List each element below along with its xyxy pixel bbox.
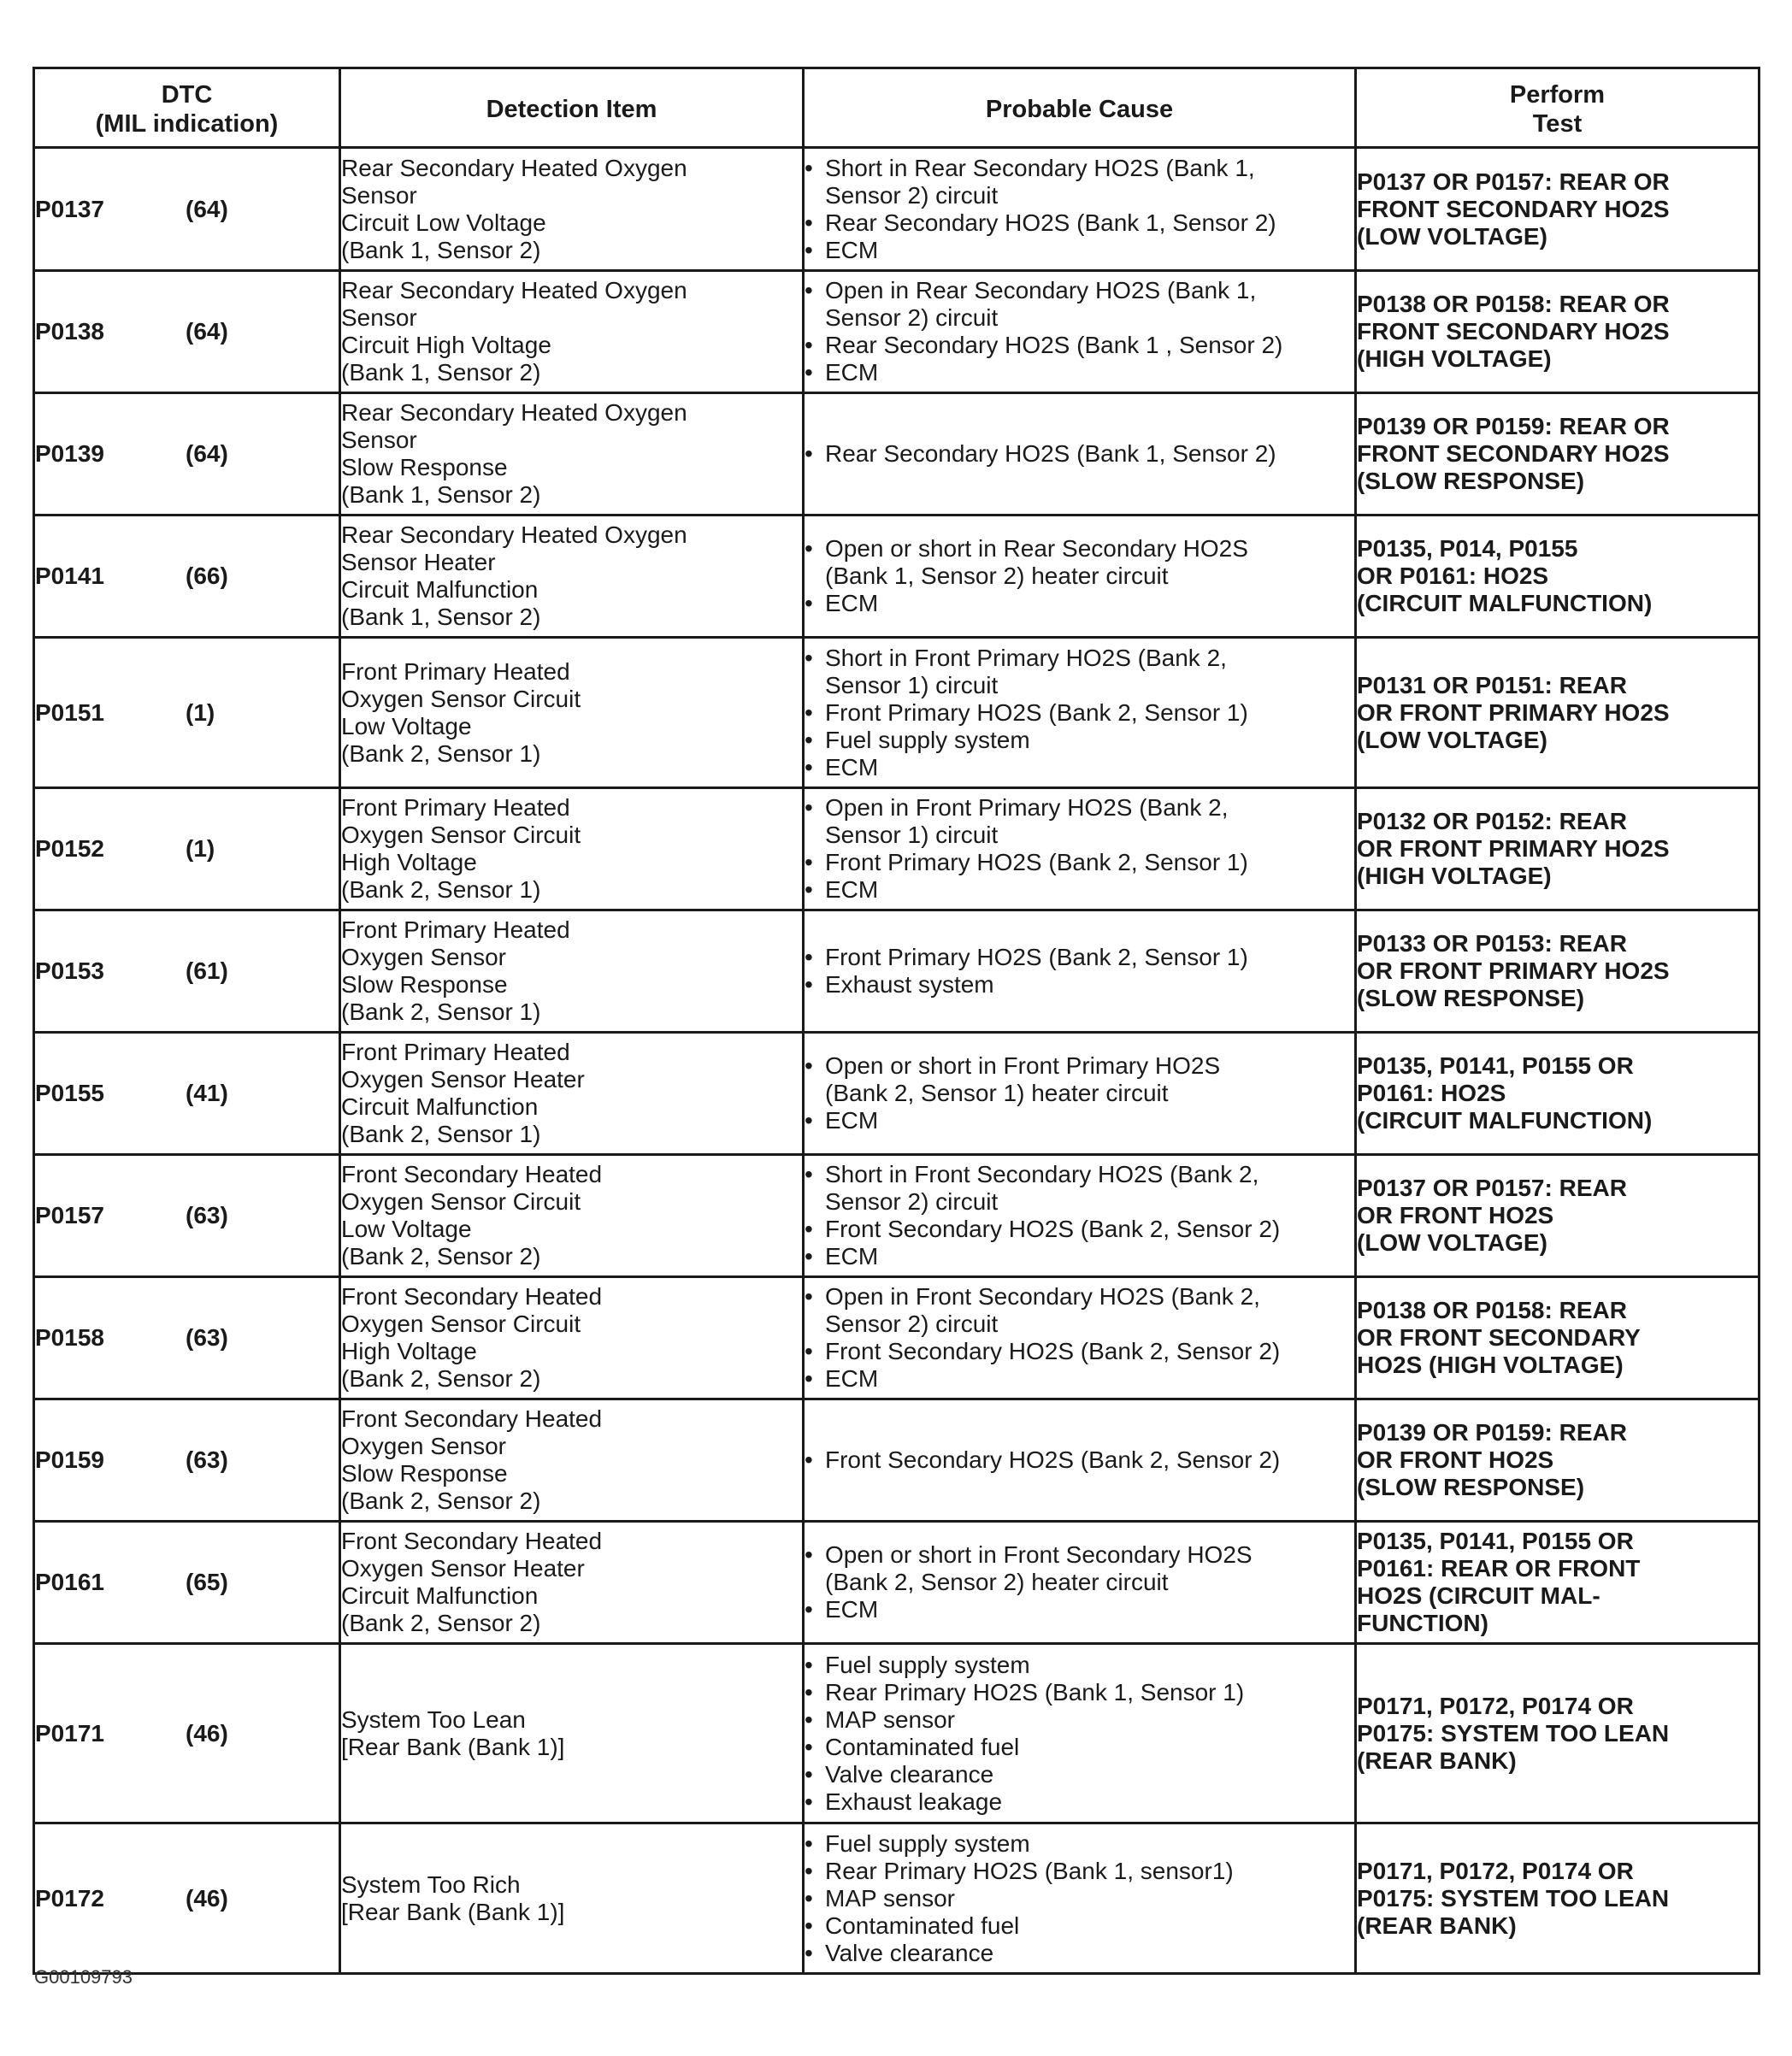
probable-cause-text: • Open or short in Front Secondary HO2S <box>825 1541 1253 1568</box>
dtc-code: P0153 <box>35 957 104 984</box>
detection-item-line: Front Secondary Heated <box>341 1405 603 1432</box>
perform-test-line: OR P0161: HO2S <box>1357 563 1549 589</box>
probable-cause-text: • Open or short in Front Primary HO2S <box>825 1052 1221 1079</box>
detection-item-line: Oxygen Sensor Circuit <box>341 822 581 848</box>
perform-test-cell <box>1356 638 1760 788</box>
table-row <box>34 788 1760 910</box>
detection-item-cell <box>340 910 804 1033</box>
mil-indication: (1) <box>186 835 215 862</box>
detection-item-line: Rear Secondary Heated Oxygen <box>341 399 687 426</box>
probable-cause-text: • Rear Primary HO2S (Bank 1, sensor1) <box>825 1857 1234 1884</box>
table-row <box>34 1644 1760 1823</box>
detection-item-cell <box>340 1522 804 1644</box>
detection-item-line: Rear Secondary Heated Oxygen <box>341 521 687 548</box>
dtc-code: P0137 <box>35 195 104 222</box>
probable-cause-item <box>805 1912 1354 1940</box>
detection-item-line: (Bank 2, Sensor 1) <box>341 876 541 903</box>
probable-cause-item <box>805 794 1354 849</box>
probable-cause-text: • ECM <box>825 590 879 616</box>
table-row <box>34 638 1760 788</box>
probable-cause-item <box>805 1788 1354 1816</box>
detection-item-cell <box>340 515 804 638</box>
detection-item-line: Slow Response <box>341 454 508 480</box>
perform-test-line: P0161: HO2S <box>1357 1080 1506 1106</box>
table-row <box>34 1522 1760 1644</box>
detection-item-line: (Bank 2, Sensor 2) <box>341 1488 541 1514</box>
dtc-cell <box>34 515 340 638</box>
probable-cause-text: Sensor 2) circuit <box>825 1188 999 1215</box>
detection-item-line: Oxygen Sensor <box>341 944 506 970</box>
table-row <box>34 1033 1760 1155</box>
detection-item-line: System Too Rich <box>341 1870 521 1898</box>
mil-indication: (41) <box>186 1080 228 1106</box>
probable-cause-item <box>805 1858 1354 1885</box>
probable-cause-text: • ECM <box>825 876 879 903</box>
perform-test-cell <box>1356 1644 1760 1823</box>
perform-test-line: (REAR BANK) <box>1357 1912 1517 1939</box>
dtc-cell <box>34 393 340 515</box>
probable-cause-item <box>805 155 1354 209</box>
probable-cause-text: • Open or short in Rear Secondary HO2S <box>825 535 1248 562</box>
detection-item-line: Sensor Heater <box>341 549 496 575</box>
probable-cause-cell <box>804 1277 1356 1399</box>
table-row <box>34 271 1760 393</box>
detection-item-cell <box>340 788 804 910</box>
probable-cause-item <box>805 1679 1354 1706</box>
perform-test-line: P0175: SYSTEM TOO LEAN <box>1357 1884 1670 1912</box>
perform-test-cell <box>1356 393 1760 515</box>
detection-item-line: (Bank 1, Sensor 2) <box>341 481 541 508</box>
probable-cause-text: • ECM <box>825 753 879 781</box>
detection-item-line: Slow Response <box>341 1460 508 1487</box>
dtc-cell <box>34 1033 340 1155</box>
probable-cause-text: • Short in Rear Secondary HO2S (Bank 1, <box>825 154 1255 181</box>
mil-indication: (65) <box>186 1569 228 1595</box>
probable-cause-text: • Rear Secondary HO2S (Bank 1, Sensor 2) <box>825 209 1276 236</box>
probable-cause-text: • Front Secondary HO2S (Bank 2, Sensor 2) <box>825 1446 1281 1473</box>
dtc-cell <box>34 788 340 910</box>
probable-cause-item <box>805 1706 1354 1734</box>
dtc-cell <box>34 1155 340 1277</box>
probable-cause-item <box>805 849 1354 876</box>
perform-test-line: (CIRCUIT MALFUNCTION) <box>1357 1107 1653 1134</box>
probable-cause-item <box>805 1365 1354 1393</box>
detection-item-line: (Bank 2, Sensor 1) <box>341 739 541 767</box>
dtc-table <box>32 67 1760 1975</box>
perform-test-cell <box>1356 788 1760 910</box>
detection-item-line: Oxygen Sensor Circuit <box>341 1188 581 1215</box>
detection-item-cell <box>340 1644 804 1823</box>
perform-test-line: P0138 OR P0158: REAR OR <box>1357 291 1670 317</box>
probable-cause-item <box>805 1652 1354 1679</box>
detection-item-line: Front Primary Heated <box>341 916 570 943</box>
perform-test-line: P0135, P0141, P0155 OR <box>1357 1052 1634 1079</box>
probable-cause-text: • MAP sensor <box>825 1884 955 1912</box>
detection-item-line: Front Primary Heated <box>341 1039 570 1065</box>
perform-test-line: OR FRONT SECONDARY <box>1357 1324 1641 1351</box>
probable-cause-item <box>805 332 1354 359</box>
perform-test-line: FRONT SECONDARY HO2S <box>1357 195 1670 222</box>
probable-cause-text: • Contaminated fuel <box>825 1733 1020 1760</box>
perform-test-cell <box>1356 1155 1760 1277</box>
perform-test-cell <box>1356 148 1760 271</box>
perform-test-line: (HIGH VOLTAGE) <box>1357 863 1552 889</box>
probable-cause-item <box>805 1338 1354 1365</box>
table-row <box>34 393 1760 515</box>
probable-cause-item <box>805 1243 1354 1270</box>
dtc-code: P0172 <box>35 1884 104 1912</box>
probable-cause-text: • Open in Rear Secondary HO2S (Bank 1, <box>825 277 1257 303</box>
perform-test-cell <box>1356 1277 1760 1399</box>
mil-indication: (63) <box>186 1202 228 1228</box>
mil-indication: (64) <box>186 440 228 467</box>
perform-test-line: OR FRONT PRIMARY HO2S <box>1357 835 1670 862</box>
probable-cause-text: • Short in Front Secondary HO2S (Bank 2, <box>825 1161 1259 1187</box>
detection-item-line: (Bank 1, Sensor 2) <box>341 359 541 386</box>
dtc-cell <box>34 910 340 1033</box>
probable-cause-text: • ECM <box>825 1107 879 1134</box>
dtc-cell <box>34 1823 340 1974</box>
detection-item-line: Sensor <box>341 427 417 453</box>
dtc-code: P0161 <box>35 1569 104 1595</box>
probable-cause-text: Sensor 2) circuit <box>825 181 999 209</box>
perform-test-line: FUNCTION) <box>1357 1610 1488 1636</box>
header-probable-cause: Probable Cause <box>804 68 1356 148</box>
probable-cause-item <box>805 1161 1354 1216</box>
perform-test-line: (CIRCUIT MALFUNCTION) <box>1357 590 1653 616</box>
perform-test-line: (REAR BANK) <box>1357 1747 1517 1774</box>
header-dtc-line2: (MIL indication) <box>95 110 279 138</box>
probable-cause-cell <box>804 393 1356 515</box>
detection-item-line: Front Secondary Heated <box>341 1528 603 1554</box>
detection-item-line: (Bank 2, Sensor 2) <box>341 1365 541 1392</box>
header-dtc <box>34 68 340 148</box>
probable-cause-item <box>805 971 1354 999</box>
probable-cause-item <box>805 876 1354 904</box>
probable-cause-text: • Short in Front Primary HO2S (Bank 2, <box>825 644 1227 671</box>
dtc-table-body <box>34 148 1760 1974</box>
detection-item-cell <box>340 1033 804 1155</box>
detection-item-line: Oxygen Sensor Circuit <box>341 685 581 712</box>
probable-cause-cell <box>804 1155 1356 1277</box>
probable-cause-item <box>805 535 1354 590</box>
detection-item-line: Circuit Low Voltage <box>341 209 546 236</box>
table-row <box>34 148 1760 271</box>
probable-cause-item <box>805 1052 1354 1107</box>
detection-item-line: Front Secondary Heated <box>341 1161 603 1187</box>
probable-cause-text: • ECM <box>825 359 879 386</box>
probable-cause-item <box>805 1283 1354 1338</box>
probable-cause-cell <box>804 1644 1356 1823</box>
detection-item-line: Circuit Malfunction <box>341 1582 539 1609</box>
probable-cause-text: • ECM <box>825 236 879 263</box>
perform-test-line: P0135, P0141, P0155 OR <box>1357 1528 1634 1554</box>
perform-test-line: P0132 OR P0152: REAR <box>1357 808 1627 834</box>
perform-test-line: (LOW VOLTAGE) <box>1357 726 1547 753</box>
detection-item-line: Oxygen Sensor Circuit <box>341 1311 581 1337</box>
probable-cause-text: Sensor 2) circuit <box>825 1311 999 1337</box>
perform-test-line: P0137 OR P0157: REAR <box>1357 1175 1627 1201</box>
detection-item-cell <box>340 271 804 393</box>
detection-item-cell <box>340 393 804 515</box>
probable-cause-text: • Front Primary HO2S (Bank 2, Sensor 1) <box>825 698 1248 726</box>
detection-item-line: (Bank 2, Sensor 1) <box>341 1121 541 1147</box>
probable-cause-text: • Valve clearance <box>825 1939 994 1966</box>
probable-cause-text: • Rear Primary HO2S (Bank 1, Sensor 1) <box>825 1678 1245 1705</box>
perform-test-line: P0161: REAR OR FRONT <box>1357 1555 1641 1582</box>
table-row <box>34 1823 1760 1974</box>
dtc-code: P0138 <box>35 318 104 345</box>
probable-cause-item <box>805 1885 1354 1912</box>
probable-cause-text: • Open in Front Secondary HO2S (Bank 2, <box>825 1283 1260 1310</box>
perform-test-line: HO2S (HIGH VOLTAGE) <box>1357 1352 1624 1378</box>
dtc-code: P0139 <box>35 440 104 467</box>
probable-cause-cell <box>804 271 1356 393</box>
perform-test-line: OR FRONT PRIMARY HO2S <box>1357 698 1670 726</box>
probable-cause-cell <box>804 1033 1356 1155</box>
detection-item-cell <box>340 1155 804 1277</box>
perform-test-line: P0133 OR P0153: REAR <box>1357 930 1627 957</box>
header-perform-line1: Perform <box>1509 81 1606 109</box>
probable-cause-item <box>805 1734 1354 1761</box>
table-row <box>34 910 1760 1033</box>
dtc-cell <box>34 1277 340 1399</box>
detection-item-line: Oxygen Sensor <box>341 1433 506 1459</box>
mil-indication: (61) <box>186 957 228 984</box>
probable-cause-item <box>805 1830 1354 1858</box>
mil-indication: (46) <box>186 1884 228 1912</box>
perform-test-line: P0131 OR P0151: REAR <box>1357 671 1627 698</box>
detection-item-line: Sensor <box>341 181 417 209</box>
mil-indication: (63) <box>186 1324 228 1351</box>
perform-test-cell <box>1356 271 1760 393</box>
probable-cause-item <box>805 754 1354 781</box>
probable-cause-item <box>805 1761 1354 1788</box>
perform-test-line: FRONT SECONDARY HO2S <box>1357 440 1670 467</box>
perform-test-line: HO2S (CIRCUIT MAL- <box>1357 1582 1600 1609</box>
detection-item-line: (Bank 2, Sensor 2) <box>341 1610 541 1636</box>
probable-cause-text: Sensor 1) circuit <box>825 822 999 848</box>
perform-test-line: FRONT SECONDARY HO2S <box>1357 318 1670 345</box>
detection-item-line: High Voltage <box>341 1338 477 1364</box>
perform-test-line: P0137 OR P0157: REAR OR <box>1357 168 1670 195</box>
perform-test-cell <box>1356 1399 1760 1522</box>
perform-test-line: (SLOW RESPONSE) <box>1357 985 1585 1011</box>
perform-test-line: (SLOW RESPONSE) <box>1357 1474 1585 1500</box>
probable-cause-text: • Exhaust system <box>825 971 994 998</box>
probable-cause-item <box>805 237 1354 264</box>
perform-test-line: (HIGH VOLTAGE) <box>1357 345 1552 372</box>
probable-cause-text: • Rear Secondary HO2S (Bank 1, Sensor 2) <box>825 440 1276 467</box>
probable-cause-cell <box>804 638 1356 788</box>
dtc-code: P0157 <box>35 1202 104 1228</box>
perform-test-line: P0171, P0172, P0174 OR <box>1357 1857 1634 1884</box>
mil-indication: (64) <box>186 195 228 222</box>
probable-cause-text: • ECM <box>825 1596 879 1623</box>
probable-cause-text: • Contaminated fuel <box>825 1912 1020 1939</box>
dtc-cell <box>34 1644 340 1823</box>
probable-cause-item <box>805 1446 1354 1474</box>
probable-cause-item <box>805 727 1354 754</box>
probable-cause-text: • Fuel supply system <box>825 726 1030 753</box>
probable-cause-text: • Valve clearance <box>825 1760 994 1788</box>
detection-item-line: Front Primary Heated <box>341 657 570 685</box>
probable-cause-text: Sensor 2) circuit <box>825 304 999 331</box>
mil-indication: (46) <box>186 1719 228 1747</box>
perform-test-cell <box>1356 1522 1760 1644</box>
probable-cause-cell <box>804 1399 1356 1522</box>
dtc-code: P0158 <box>35 1324 104 1351</box>
probable-cause-cell <box>804 515 1356 638</box>
detection-item-line: System Too Lean <box>341 1705 526 1733</box>
mil-indication: (66) <box>186 563 228 589</box>
header-dtc-line1: DTC <box>161 81 213 109</box>
detection-item-line: Rear Secondary Heated Oxygen <box>341 154 687 181</box>
perform-test-line: OR FRONT PRIMARY HO2S <box>1357 957 1670 984</box>
perform-test-line: P0135, P014, P0155 <box>1357 535 1578 562</box>
detection-item-line: Slow Response <box>341 971 508 998</box>
detection-item-line: [Rear Bank (Bank 1)] <box>341 1898 565 1925</box>
perform-test-cell <box>1356 910 1760 1033</box>
mil-indication: (1) <box>186 698 215 726</box>
detection-item-line: [Rear Bank (Bank 1)] <box>341 1733 565 1760</box>
probable-cause-text: • MAP sensor <box>825 1705 955 1733</box>
figure-id: G00109793 <box>34 1966 133 1988</box>
perform-test-line: OR FRONT HO2S <box>1357 1446 1554 1473</box>
probable-cause-text: (Bank 1, Sensor 2) heater circuit <box>825 563 1169 589</box>
perform-test-line: (LOW VOLTAGE) <box>1357 1229 1547 1256</box>
detection-item-line: Circuit High Voltage <box>341 332 551 358</box>
dtc-cell <box>34 1522 340 1644</box>
perform-test-line: (SLOW RESPONSE) <box>1357 468 1585 494</box>
dtc-code: P0141 <box>35 563 104 589</box>
probable-cause-item <box>805 944 1354 971</box>
detection-item-cell <box>340 1277 804 1399</box>
perform-test-line: (LOW VOLTAGE) <box>1357 222 1547 250</box>
dtc-code: P0152 <box>35 835 104 862</box>
table-row <box>34 1399 1760 1522</box>
probable-cause-text: • Front Primary HO2S (Bank 2, Sensor 1) <box>825 849 1248 875</box>
probable-cause-text: • Front Secondary HO2S (Bank 2, Sensor 2) <box>825 1338 1281 1364</box>
probable-cause-text: • Fuel supply system <box>825 1651 1030 1678</box>
mil-indication: (64) <box>186 318 228 345</box>
detection-item-line: Front Primary Heated <box>341 794 570 821</box>
probable-cause-item <box>805 1107 1354 1134</box>
detection-item-line: (Bank 2, Sensor 1) <box>341 999 541 1025</box>
detection-item-line: High Voltage <box>341 849 477 875</box>
dtc-code: P0151 <box>35 698 104 726</box>
detection-item-line: (Bank 1, Sensor 2) <box>341 236 541 263</box>
dtc-code: P0159 <box>35 1446 104 1473</box>
probable-cause-item <box>805 645 1354 699</box>
probable-cause-item <box>805 440 1354 468</box>
probable-cause-text: • Front Primary HO2S (Bank 2, Sensor 1) <box>825 944 1248 970</box>
probable-cause-cell <box>804 1522 1356 1644</box>
detection-item-cell <box>340 1823 804 1974</box>
dtc-cell <box>34 1399 340 1522</box>
probable-cause-item <box>805 1940 1354 1967</box>
detection-item-line: Circuit Malfunction <box>341 1093 539 1120</box>
probable-cause-item <box>805 1596 1354 1623</box>
probable-cause-item <box>805 1216 1354 1243</box>
perform-test-cell <box>1356 515 1760 638</box>
detection-item-line: Circuit Malfunction <box>341 576 539 603</box>
mil-indication: (63) <box>186 1446 228 1473</box>
table-row <box>34 1155 1760 1277</box>
dtc-code: P0155 <box>35 1080 104 1106</box>
table-header-row <box>34 68 1760 148</box>
probable-cause-item <box>805 359 1354 386</box>
probable-cause-cell <box>804 1823 1356 1974</box>
probable-cause-cell <box>804 910 1356 1033</box>
probable-cause-text: • Open in Front Primary HO2S (Bank 2, <box>825 794 1229 821</box>
probable-cause-text: • Front Secondary HO2S (Bank 2, Sensor 2) <box>825 1216 1281 1242</box>
detection-item-line: Oxygen Sensor Heater <box>341 1555 585 1582</box>
probable-cause-text: • ECM <box>825 1243 879 1270</box>
detection-item-line: (Bank 1, Sensor 2) <box>341 604 541 630</box>
probable-cause-text: • Rear Secondary HO2S (Bank 1 , Sensor 2) <box>825 332 1283 358</box>
detection-item-line: Low Voltage <box>341 1216 472 1242</box>
probable-cause-item <box>805 590 1354 617</box>
perform-test-cell <box>1356 1823 1760 1974</box>
detection-item-line: Sensor <box>341 304 417 331</box>
header-perform-line2: Test <box>1532 110 1583 138</box>
dtc-cell <box>34 148 340 271</box>
table-row <box>34 515 1760 638</box>
detection-item-line: Front Secondary Heated <box>341 1283 603 1310</box>
detection-item-line: (Bank 2, Sensor 2) <box>341 1243 541 1270</box>
detection-item-cell <box>340 148 804 271</box>
probable-cause-cell <box>804 788 1356 910</box>
dtc-table-sheet <box>32 67 1758 1975</box>
dtc-cell <box>34 271 340 393</box>
probable-cause-cell <box>804 148 1356 271</box>
dtc-code: P0171 <box>35 1719 104 1747</box>
detection-item-cell <box>340 1399 804 1522</box>
probable-cause-text: (Bank 2, Sensor 1) heater circuit <box>825 1080 1169 1106</box>
probable-cause-text: • Exhaust leakage <box>825 1788 1003 1815</box>
perform-test-line: P0139 OR P0159: REAR OR <box>1357 413 1670 439</box>
detection-item-cell <box>340 638 804 788</box>
probable-cause-text: • Fuel supply system <box>825 1829 1030 1857</box>
dtc-cell <box>34 638 340 788</box>
detection-item-line: Oxygen Sensor Heater <box>341 1066 585 1093</box>
probable-cause-item <box>805 209 1354 237</box>
probable-cause-item <box>805 1541 1354 1596</box>
header-detection-item: Detection Item <box>340 68 804 148</box>
perform-test-line: P0139 OR P0159: REAR <box>1357 1419 1627 1446</box>
table-row <box>34 1277 1760 1399</box>
probable-cause-item <box>805 699 1354 727</box>
perform-test-line: OR FRONT HO2S <box>1357 1202 1554 1228</box>
probable-cause-item <box>805 277 1354 332</box>
perform-test-line: P0171, P0172, P0174 OR <box>1357 1692 1634 1719</box>
header-perform-test <box>1356 68 1760 148</box>
perform-test-cell <box>1356 1033 1760 1155</box>
probable-cause-text: (Bank 2, Sensor 2) heater circuit <box>825 1569 1169 1595</box>
probable-cause-text: • ECM <box>825 1365 879 1392</box>
perform-test-line: P0175: SYSTEM TOO LEAN <box>1357 1719 1670 1747</box>
detection-item-line: Rear Secondary Heated Oxygen <box>341 277 687 303</box>
perform-test-line: P0138 OR P0158: REAR <box>1357 1297 1627 1323</box>
probable-cause-text: Sensor 1) circuit <box>825 671 999 698</box>
detection-item-line: Low Voltage <box>341 712 472 739</box>
